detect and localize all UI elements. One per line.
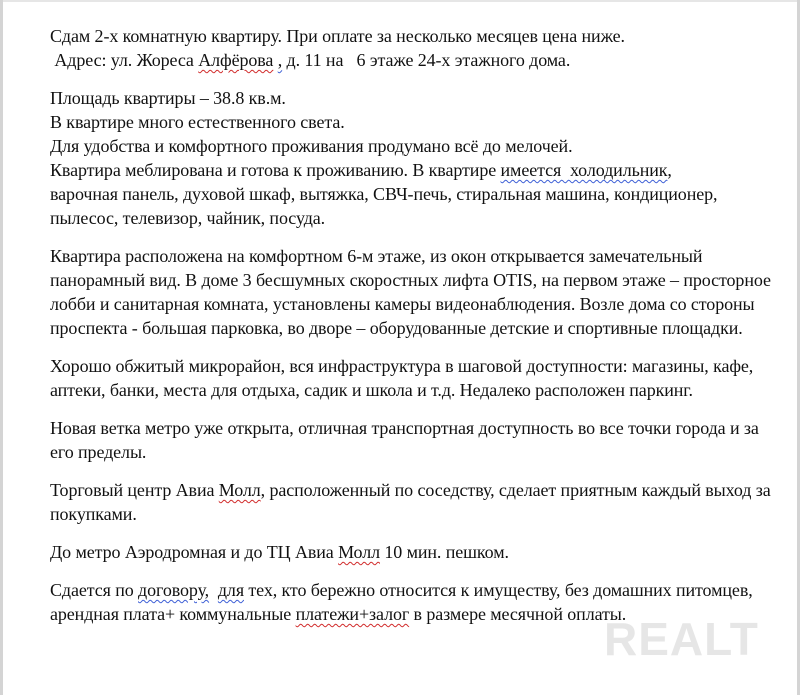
- text-segment: 10 мин. пешком.: [379, 542, 509, 562]
- text-segment: [209, 580, 218, 600]
- misspelled-word: платежи+залог: [295, 604, 410, 624]
- text-line: Для удобства и комфортного проживания продумано всё до мелочей.: [50, 136, 573, 156]
- top-border: [0, 0, 800, 2]
- text-line: Площадь квартиры – 38.8 кв.м.: [50, 88, 286, 108]
- paragraph-location: Квартира расположена на комфортном 6-м этаже, из окон открывается замечательный панорамный вид. В доме 3 бесшумных скоростных лифта OTIS, на первом этаже – просторное лобби и санитарная комната, установлены камеры видеонаблюдения. Возле дома со стороны проспекта - большая парковка, во дворе – оборудованные детские и спортивные площадки.: [50, 246, 771, 338]
- grammar-flag: для: [217, 580, 244, 600]
- paragraph-metro: Новая ветка метро уже открыта, отличная транспортная доступность во все точки города и за его пределы.: [50, 418, 759, 462]
- text-line: пылесос, телевизор, чайник, посуда.: [50, 208, 326, 228]
- text-segment: Сдается по: [50, 580, 139, 600]
- paragraph-infrastructure: Хорошо обжитый микрорайон, вся инфраструктура в шаговой доступности: магазины, кафе, аптеки, банки, места для отдыха, садик и школа и т.д. Недалеко расположен паркинг.: [50, 356, 754, 400]
- misspelled-word: Молл: [338, 542, 380, 562]
- misspelled-word: Алфёрова: [198, 50, 274, 70]
- paragraph-distance: [50, 540, 775, 564]
- paragraph-features: [50, 86, 775, 230]
- text-line: Сдам 2-х комнатную квартиру. При оплате за несколько месяцев цена ниже.: [50, 26, 625, 46]
- misspelled-word: Молл: [218, 480, 261, 500]
- grammar-flag: договору,: [138, 580, 210, 600]
- text-segment: , расположенный по соседству, сделает приятным каждый выход за покупками.: [50, 480, 771, 524]
- document-body: [50, 24, 775, 626]
- grammar-flag: имеется холодильник: [500, 160, 668, 180]
- text-segment: Квартира меблирована и готова к проживанию. В квартире: [50, 160, 501, 180]
- text-segment: До метро Аэродромная и до ТЦ Авиа: [50, 542, 339, 562]
- text-segment: Торговый центр Авиа: [50, 480, 219, 500]
- spacer: [50, 72, 775, 86]
- grammar-flag: ,: [277, 50, 283, 70]
- paragraph-intro: [50, 24, 775, 72]
- text-line: В квартире много естественного света.: [50, 112, 345, 132]
- text-segment: Адрес: ул. Жореса: [50, 50, 199, 70]
- text-segment: в размере месячной оплаты.: [409, 604, 627, 624]
- paragraph-mall: [50, 478, 775, 526]
- text-segment: ,: [667, 160, 672, 180]
- text-line: варочная панель, духовой шкаф, вытяжка, СВЧ-печь, стиральная машина, кондиционер,: [50, 184, 718, 204]
- left-border: [0, 0, 3, 695]
- text-segment: тех, кто бережно относится к имуществу, без домашних питомцев, арендная плата+ коммунальные: [50, 580, 753, 624]
- watermark-logo: REALT: [604, 613, 759, 665]
- text-segment: д. 11 на 6 этаже 24-х этажного дома.: [282, 50, 571, 70]
